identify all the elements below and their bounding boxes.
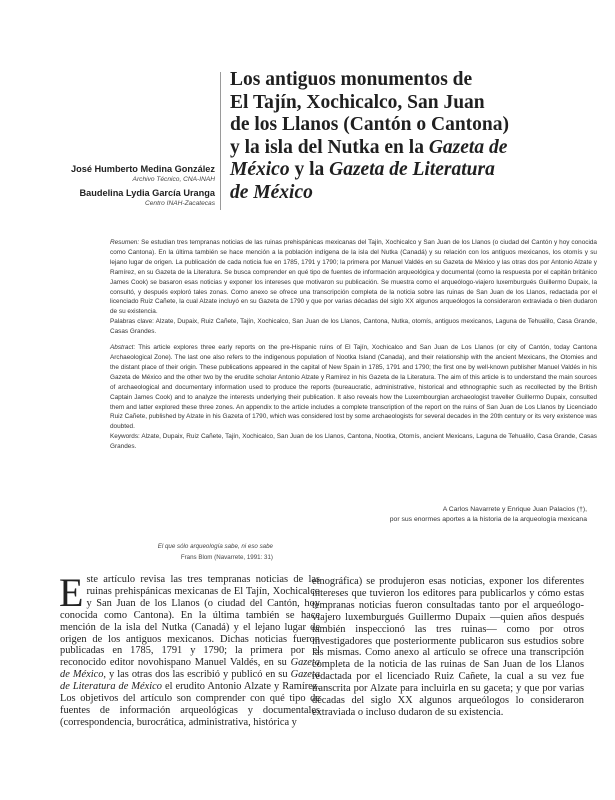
- epigraph: [60, 541, 273, 563]
- abstract-paragraph: [110, 343, 597, 432]
- title-line: y la isla del Nutka en la: [230, 136, 429, 158]
- abstract-label: Abstract:: [110, 344, 136, 352]
- title-line: de los Llanos (Cantón o Cantona): [230, 114, 510, 135]
- title-line: El Tajín, Xochicalco, San Juan: [230, 91, 485, 113]
- body-paragraph: [59, 570, 320, 729]
- abstract-block: [110, 343, 597, 452]
- title-italic: de México: [230, 181, 313, 203]
- dedication-line: por sus enormes aportes a la historia de la arqueología mexicana: [389, 516, 587, 523]
- palabras-clave-label: Palabras clave:: [110, 318, 154, 326]
- resumen-paragraph: [110, 238, 597, 317]
- body-text: el erudito Antonio Alzate y Ramírez. Los objetivos del artículo son comprender con qué tipo de fuentes de información arqueológicas y documentales (correspondencia, burocrática, administrativa, histórica y: [60, 681, 320, 728]
- dedication: [287, 505, 587, 525]
- body-text: ste artículo revisa las tres tempranas noticias de las ruinas prehispánicas mexicanas de El Tajín, Xochicalco y San Juan de los Llanos (o ciudad del Cantón, hoy conocida como Cantona). En la última también se hace mención de la isla del Nutka (Canadá) y el lejano lugar de origen de los antiguos mexicanos. Dichas noticias fueron publicadas en 1785, 1791 y 1790; la primera por el reconocido editor novohispano Manuel Valdés, en su: [60, 574, 320, 669]
- abstract-text: This article explores three early reports on the pre-Hispanic ruins of El Tajín, Xochicalco and San Juan de Los Llanos (or city of Cantón, today Cantona Archaeological Zone). The last one also refers to the indigenous population of Nootka Island (Canada), and their relationship with the ancient Mexicans, the Otomies and the distant place of their origin. These publications appeared in the capital of New Spain in 1785, 1791 and 1790; the first one by well-known publisher Manuel Valdés in his Gazeta de México and the other two by the erudite scholar Antonio Alzate y Ramírez in his Gazeta de la Literatura. The aim of this article is to understand the main sources of archaeological and documentary information used to produce the reports (bureaucratic, administrative, historical and ethnographic such as recollected by the British Captain James Cook) and to analyze the interests underlying their publication. It also reveals how the Luxembourgian archaeologist traveller Guillermo Dupaix, consulted them and latter explored these three zones. An appendix to the article includes a complete transcription of the report on the ruins of San Juan de Los Llanos by Licenciado Ruiz Cañete, published by Alzate in his Gazeta of 1790, which was considered lost by some archaeologists for several decades in the 20th century or its very existence was doubted.: [110, 344, 597, 431]
- resumen-text: Se estudian tres tempranas noticias de las ruinas prehispánicas mexicanas del Tajín, Xochicalco y San Juan de los Llanos (o ciudad del Cantón y hoy conocida como Cantona). En la última también se hace mención a la población indígena de la isla del Nutka (Canadá) y su relación con los antiguos mexicanos, los otomís y su lejano lugar de origen. La publicación de cada noticia fue en 1785, 1791 y 1790; la primera por Manuel Valdés en su Gazeta de México y las otras dos por Antonio Alzate y Ramírez, en su Gazeta de la Literatura. Se busca comprender en qué tipo de fuentes de información arqueológica y documental (como la respuesta por el capitán británico James Cook) se basaron esas noticias y exponer los intereses que motivaron su publicación. Se muestra como el arqueólogo-viajero luxemburgués Guillermo Dupaix, la consultó, y después exploró tales zonas. Como anexo se ofrece una transcripción completa de la noticia sobre las ruinas de San Juan de los Llanos, redactada por el licenciado Ruiz Cañete, la cual Alzate incluyó en su Gazeta de 1790 y que por varias décadas del siglo XX algunos arqueólogos la consideraron extraviada o bien dudaron de su existencia.: [110, 239, 597, 316]
- body-paragraph: etnográfica) se produjeron esas noticias, exponer los diferentes intereses que tuvieron los editores para publicarlos y cómo estas tempranas noticias fueron consultadas tanto por el arqueólogo-viajero luxemburgués Guillermo Dupaix —quien años después también inspeccionó las tres ruinas— como por otros investigadores que posteriormente publicaron sus estudios sobre las mismas. Como anexo al artículo se ofrece una transcripción completa de la noticia de las ruinas de San Juan de los Llanos redactada por el licenciado Ruiz Cañete, la cual a su vez fue transcrita por Alzate para incluirla en su gaceta; y que por varias décadas del siglo XX algunos arqueólogos lo consideraron extraviada o incluso dudaron de su existencia.: [312, 576, 584, 718]
- author-affiliation: Centro INAH-Zacatecas: [145, 200, 215, 207]
- resumen-label: Resumen:: [110, 239, 140, 246]
- body-column-left: [59, 570, 320, 729]
- title-divider: [220, 72, 221, 210]
- body-italic: Gazeta de Literatura de México: [60, 669, 320, 693]
- author-block: [40, 163, 215, 211]
- resumen-block: [110, 238, 597, 337]
- body-column-right: [312, 576, 584, 719]
- title-italic: Gazeta de Literatura: [329, 159, 495, 180]
- title-italic: México: [230, 159, 290, 180]
- epigraph-attribution: Frans Blom (Navarrete, 1991: 31): [180, 554, 273, 561]
- drop-cap: E: [59, 570, 84, 615]
- title-italic: Gazeta de: [428, 136, 508, 158]
- author-name: Baudelina Lydia García Uranga: [79, 188, 215, 198]
- keywords: [110, 432, 597, 452]
- keywords-text: Alzate, Dupaix, Ruiz Cañete, Tajín, Xochicalco, San Juan de los Llanos, Cantona, Nootka, Otomís, ancient Mexicans, Laguna de Tehualilo, Casa Grande, Casas Grandes.: [110, 433, 597, 451]
- author-affiliation: Archivo Técnico, CNA-INAH: [132, 176, 215, 183]
- dedication-line: A Carlos Navarrete y Enrique Juan Palacios (†),: [442, 506, 587, 513]
- author-name: José Humberto Medina González: [71, 164, 215, 174]
- palabras-clave: [110, 317, 597, 337]
- abstracts-section: [110, 238, 597, 458]
- title-line: y la: [289, 159, 330, 180]
- epigraph-quote: El que sólo arqueología sabe, ni eso sabe: [157, 543, 273, 550]
- keywords-label: Keywords:: [110, 433, 140, 441]
- palabras-clave-text: Alzate, Dupaix, Ruiz Cañete, Tajín, Xochicalco, San Juan de los Llanos, Cantona, Nutka, otomís, antiguos mexicanos, Laguna de Tehualilo, Casa Grande, Casas Grandes.: [110, 318, 597, 336]
- title-line: Los antiguos monumentos de: [230, 69, 473, 90]
- article-title: [230, 69, 610, 204]
- body-italic: Gazeta de México: [60, 657, 320, 681]
- body-text: , y las otras dos las escribió y publicó en su: [103, 669, 291, 681]
